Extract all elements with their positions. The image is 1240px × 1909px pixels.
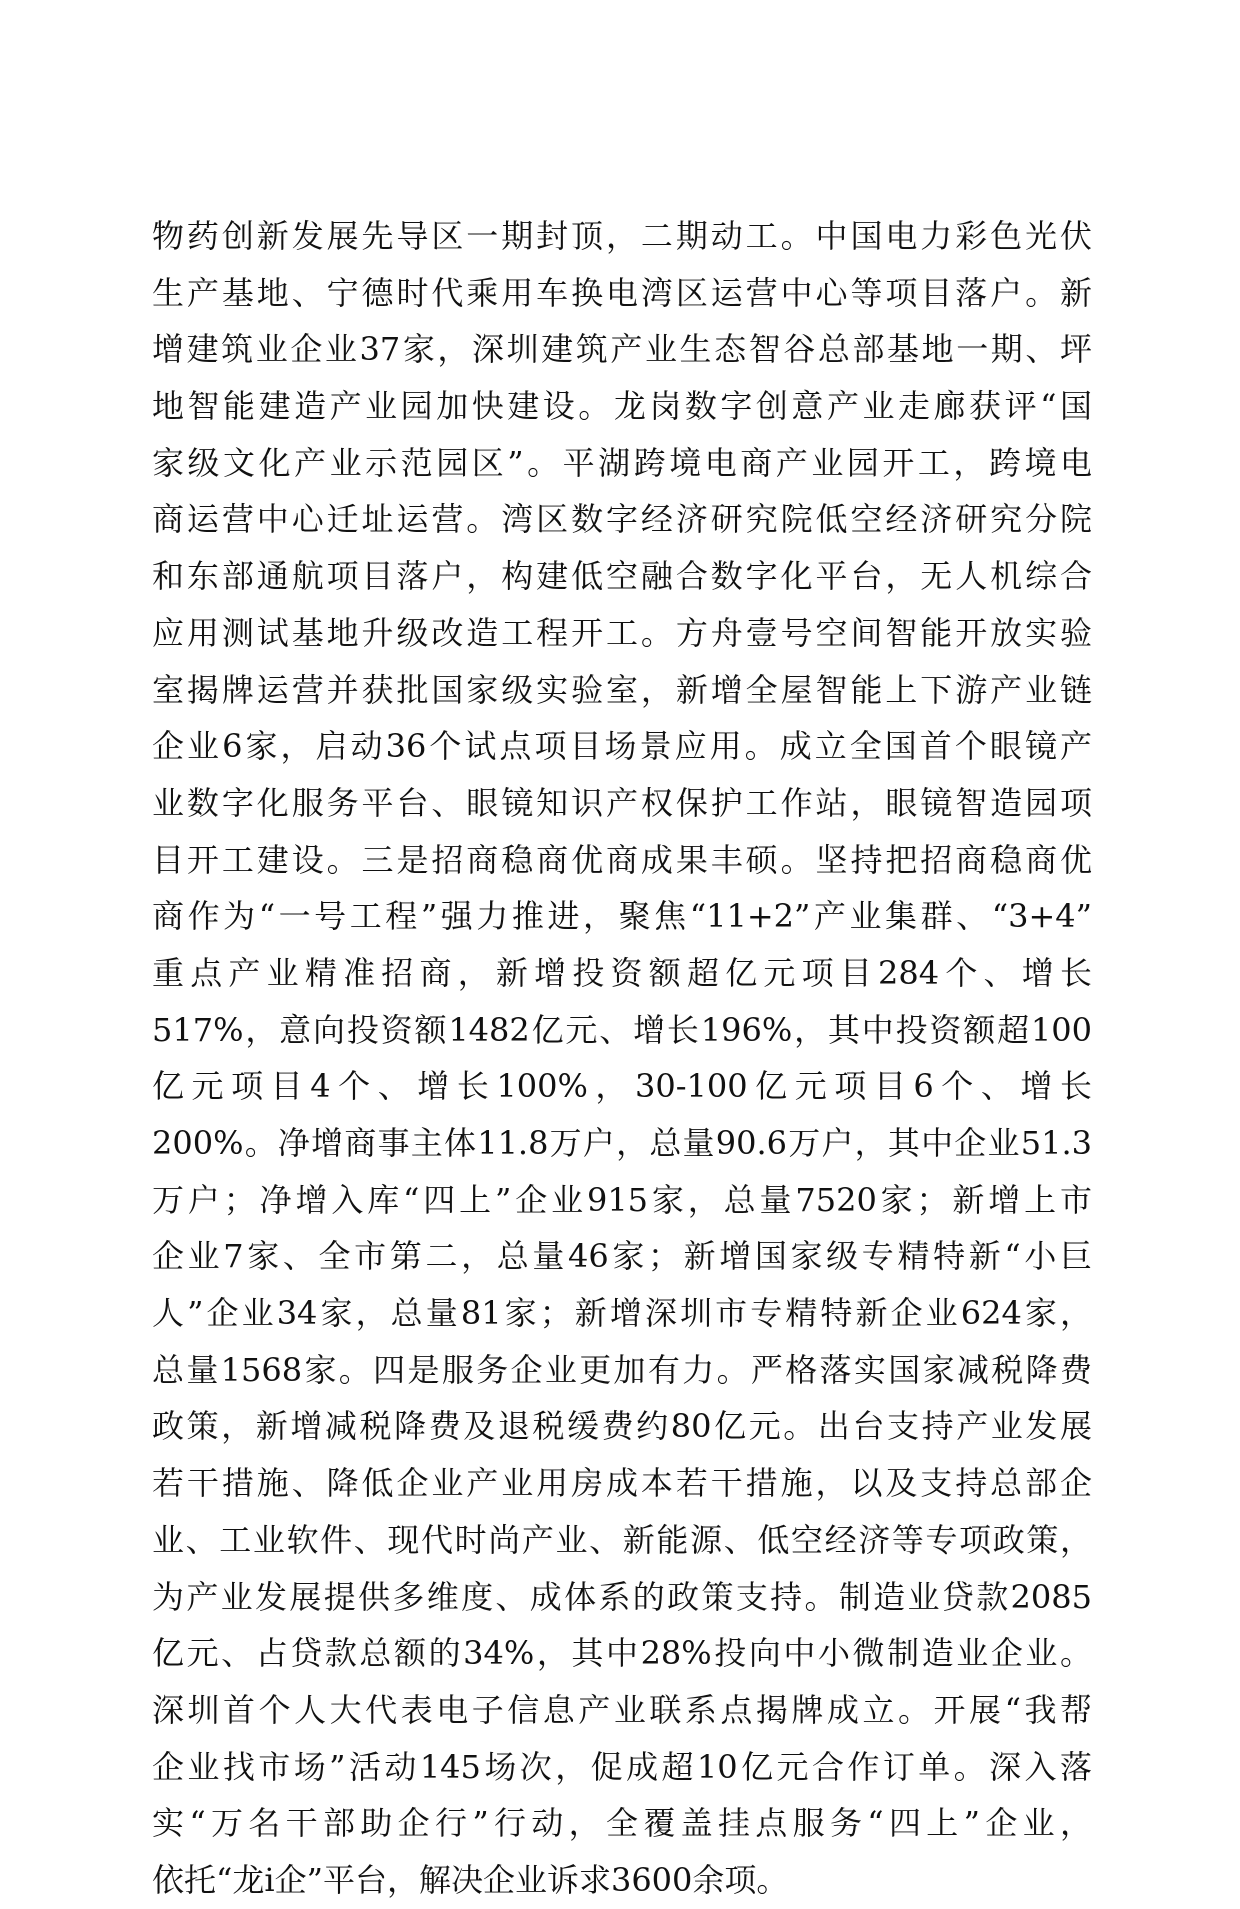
text-line: 企业6家，启动36个试点项目场景应用。成立全国首个眼镜产 [152,727,1092,766]
text-line: 商作为“一号工程”强力推进，聚焦“11+2”产业集群、“3+4” [152,897,1092,936]
text-line: 万户；净增入库“四上”企业915家，总量7520家；新增上市 [152,1180,1092,1219]
text-line: 若干措施、降低企业产业用房成本若干措施，以及支持总部企 [152,1464,1092,1503]
text-line: 家级文化产业示范园区”。平湖跨境电商产业园开工，跨境电 [152,443,1092,482]
text-line: 人”企业34家，总量81家；新增深圳市专精特新企业624家， [152,1294,1092,1333]
text-line: 亿元、占贷款总额的34%，其中28%投向中小微制造业企业。 [152,1634,1092,1673]
text-line: 目开工建设。三是招商稳商优商成果丰硕。坚持把招商稳商优 [152,840,1092,879]
text-line: 依托“龙i企”平台，解决企业诉求3600余项。 [152,1860,789,1899]
body-paragraph [152,208,1092,1909]
text-line: 业数字化服务平台、眼镜知识产权保护工作站，眼镜智造园项 [152,783,1092,822]
text-line: 企业7家、全市第二，总量46家；新增国家级专精特新“小巨 [152,1237,1092,1276]
text-line: 增建筑业企业37家，深圳建筑产业生态智谷总部基地一期、坪 [152,330,1092,369]
text-line: 517%，意向投资额1482亿元、增长196%，其中投资额超100 [152,1010,1092,1049]
text-line: 室揭牌运营并获批国家级实验室，新增全屋智能上下游产业链 [152,670,1092,709]
text-line: 200%。净增商事主体11.8万户，总量90.6万户，其中企业51.3 [152,1124,1092,1162]
text-line: 物药创新发展先导区一期封顶，二期动工。中国电力彩色光伏 [152,217,1092,255]
text-line: 重点产业精准招商，新增投资额超亿元项目284个、增长 [152,953,1092,992]
text-line: 深圳首个人大代表电子信息产业联系点揭牌成立。开展“我帮 [152,1690,1092,1729]
text-line: 亿元项目4个、增长100%，30-100亿元项目6个、增长 [152,1067,1092,1106]
text-line: 应用测试基地升级改造工程开工。方舟壹号空间智能开放实验 [152,613,1092,652]
text-line: 地智能建造产业园加快建设。龙岗数字创意产业走廊获评“国 [152,387,1092,426]
text-line: 总量1568家。四是服务企业更加有力。严格落实国家减税降费 [152,1350,1092,1389]
text-line: 企业找市场”活动145场次，促成超10亿元合作订单。深入落 [152,1747,1092,1786]
text-line: 商运营中心迁址运营。湾区数字经济研究院低空经济研究分院 [152,500,1092,539]
text-line: 为产业发展提供多维度、成体系的政策支持。制造业贷款2085 [152,1577,1092,1616]
text-line: 生产基地、宁德时代乘用车换电湾区运营中心等项目落户。新 [152,273,1092,312]
text-line: 业、工业软件、现代时尚产业、新能源、低空经济等专项政策， [152,1520,1092,1559]
text-line: 和东部通航项目落户，构建低空融合数字化平台，无人机综合 [152,557,1092,596]
text-line: 政策，新增减税降费及退税缓费约80亿元。出台支持产业发展 [152,1407,1092,1446]
text-line: 实“万名干部助企行”行动，全覆盖挂点服务“四上”企业， [152,1804,1092,1843]
